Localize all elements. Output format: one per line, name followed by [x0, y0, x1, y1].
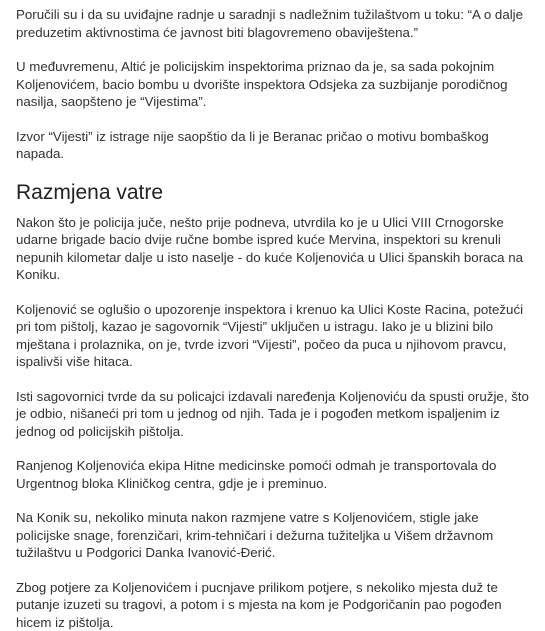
article-paragraph-1: Poručili su i da su uviđajne radnje u saradnji s nadležnim tužilaštvom u toku: “A o dalje preduzetim aktivnostima će javnost biti blagovremeno obaviještena.” [16, 6, 529, 41]
article-paragraph-4: Nakon što je policija juče, nešto prije podneva, utvrdila ko je u Ulici VIII Crnogorske udarne brigade bacio dvije ručne bombe ispred kuće Mervina, inspektori su krenuli nepunih kilometar dalje u isto naselje - do kuće Koljenovića u Ulici španskih boraca na Koniku. [16, 214, 529, 284]
article-paragraph-6: Isti sagovornici tvrde da su policajci izdavali naređenja Koljenoviću da spusti oružje, što je odbio, nišaneći pri tom u jednog od njih. Tada je i pogođen metkom ispaljenim iz jednog od policijskih pištolja. [16, 388, 529, 441]
article-paragraph-9: Zbog potjere za Koljenovićem i pucnjave prilikom potjere, s nekoliko mjesta duž te putanje izuzeti su tragovi, a potom i s mjesta na kom je Podgoričanin pao pogođen hicem iz pištolja. [16, 579, 529, 631]
article-paragraph-8: Na Konik su, nekoliko minuta nakon razmjene vatre s Koljenovićem, stigle jake policijske snage, forenzičari, krim-tehničari i dežurna tužiteljka u Višem državnom tužilaštvu u Podgorici Danka Ivanović-Đerić. [16, 509, 529, 562]
article-paragraph-5: Koljenović se oglušio o upozorenje inspektora i krenuo ka Ulici Koste Racina, potežući pri tom pištolj, kazao je sagovornik “Vijesti” uključen u istragu. Iako je u blizini bilo mještana i prolaznika, on je, tvrde izvori “Vijesti”, počeo da puca u njihovom pravcu, ispalivši više hitaca. [16, 301, 529, 371]
section-heading: Razmjena vatre [16, 180, 529, 206]
article-paragraph-7: Ranjenog Koljenovića ekipa Hitne medicinske pomoći odmah je transportovala do Urgentnog bloka Kliničkog centra, gdje je i preminuo. [16, 457, 529, 492]
article-paragraph-2: U međuvremenu, Altić je policijskim inspektorima priznao da je, sa sada pokojnim Koljenovićem, bacio bombu u dvorište inspektora Odsjeka za suzbijanje porodičnog nasilja, saopšteno je “Vijestima”. [16, 58, 529, 111]
article-paragraph-3: Izvor “Vijesti” iz istrage nije saopštio da li je Beranac pričao o motivu bombaškog napada. [16, 128, 529, 163]
